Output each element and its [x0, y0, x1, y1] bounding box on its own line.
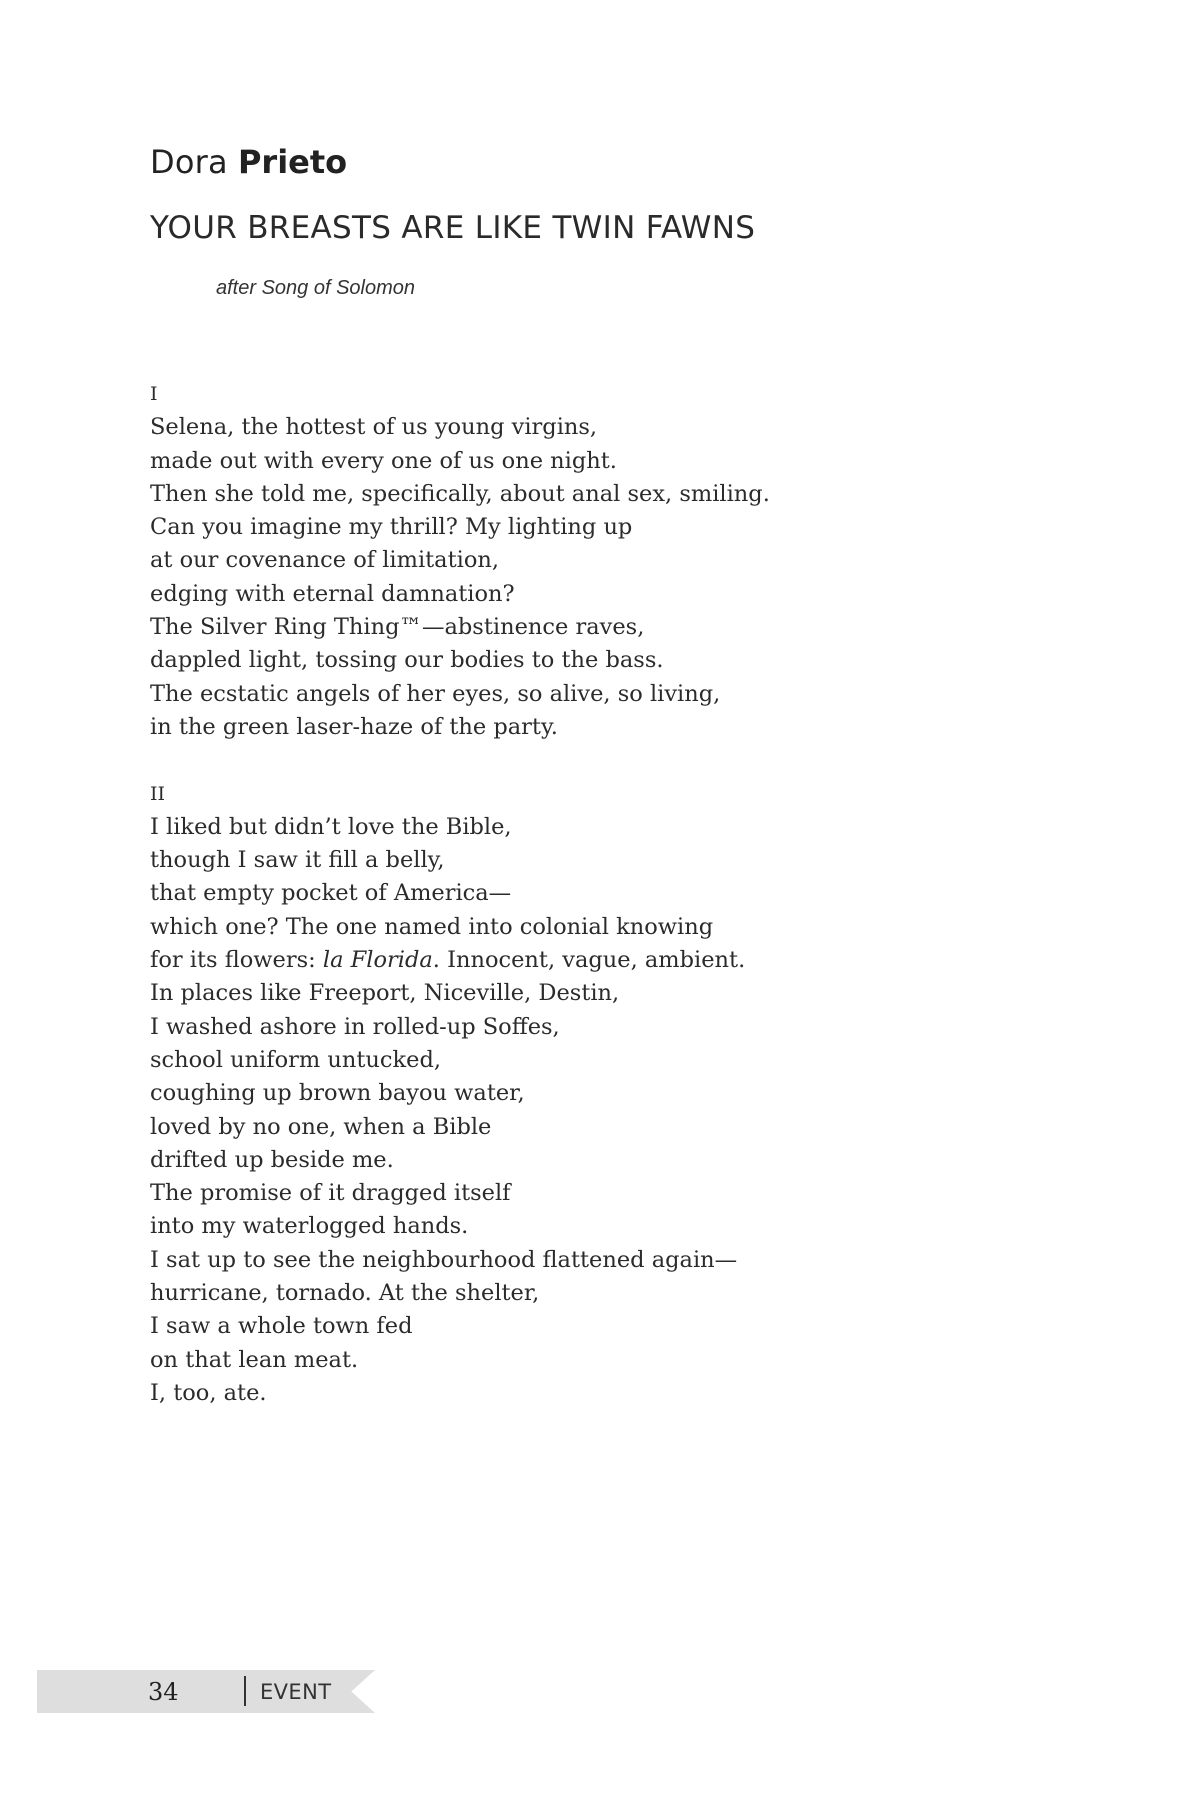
page-number: 34	[148, 1678, 179, 1706]
poem-line: I sat up to see the neighbourhood flattened again—	[150, 1246, 738, 1273]
section-numeral: II	[150, 782, 166, 805]
poem-line: made out with every one of us one night.	[150, 447, 617, 474]
stanza-gap	[150, 744, 770, 777]
author-first-name: Dora	[150, 143, 228, 181]
poem-line: at our covenance of limitation,	[150, 547, 500, 574]
poem-line: The promise of it dragged itself	[150, 1180, 511, 1207]
poem-line: drifted up beside me.	[150, 1146, 394, 1173]
poem-line: The ecstatic angels of her eyes, so alive, so living,	[150, 680, 721, 707]
poem-line: The Silver Ring Thing™—abstinence raves,	[150, 614, 645, 641]
poem-body	[150, 378, 770, 1410]
poem-line: that empty pocket of America—	[150, 880, 512, 907]
poem-line	[150, 944, 770, 977]
journal-name: EVENT	[260, 1680, 332, 1704]
poem-line: Can you imagine my thrill? My lighting up	[150, 514, 633, 541]
poem-line: in the green laser-haze of the party.	[150, 713, 558, 740]
poem-line: school uniform untucked,	[150, 1046, 441, 1073]
poem-line: on that lean meat.	[150, 1346, 359, 1373]
poem-line: hurricane, tornado. At the shelter,	[150, 1280, 540, 1307]
poem-line-text: for its flowers:	[150, 947, 323, 974]
poem-line: Then she told me, specifically, about anal sex, smiling.	[150, 480, 770, 507]
poem-title: YOUR BREASTS ARE LIKE TWIN FAWNS	[150, 210, 756, 246]
poem-line: coughing up brown bayou water,	[150, 1080, 525, 1107]
poem-line: though I saw it fill a belly,	[150, 847, 445, 874]
poem-line-italic: la Florida	[322, 947, 433, 974]
poem-line: I, too, ate.	[150, 1379, 267, 1406]
section-numeral: I	[150, 383, 158, 405]
poem-line: I liked but didn’t love the Bible,	[150, 813, 512, 840]
poem-line: loved by no one, when a Bible	[150, 1113, 492, 1140]
author-name	[150, 142, 347, 182]
poem-line: edging with eternal damnation?	[150, 580, 515, 607]
footer-divider	[244, 1676, 246, 1706]
poem-line: I saw a whole town fed	[150, 1313, 413, 1340]
poem-line: dappled light, tossing our bodies to the bass.	[150, 647, 664, 674]
poem-epigraph: after Song of Solomon	[216, 277, 416, 299]
poem-line: which one? The one named into colonial knowing	[150, 913, 714, 940]
poem-line: I washed ashore in rolled-up Soffes,	[150, 1013, 560, 1040]
poem-line-text: . Innocent, vague, ambient.	[432, 947, 746, 974]
author-last-name: Prieto	[237, 143, 348, 181]
poem-line: In places like Freeport, Niceville, Destin,	[150, 980, 620, 1007]
poem-line: Selena, the hottest of us young virgins,	[150, 414, 598, 441]
poem-line: into my waterlogged hands.	[150, 1213, 469, 1240]
